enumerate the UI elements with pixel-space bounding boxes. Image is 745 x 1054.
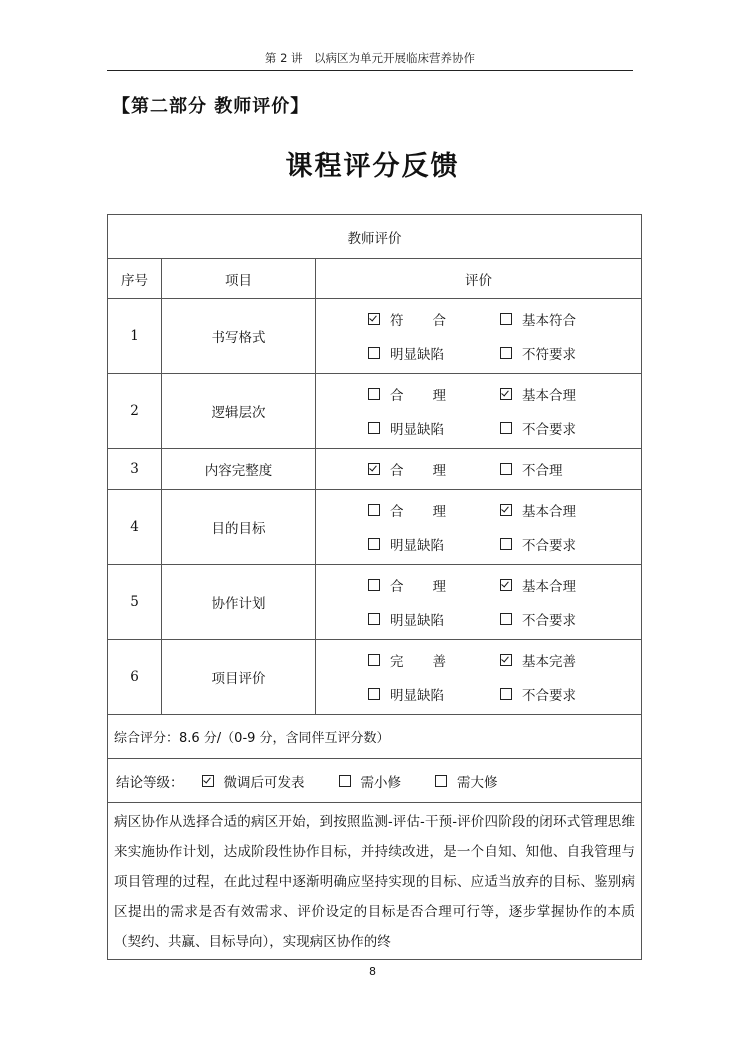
table-row [108,449,642,490]
row-number: 2 [108,374,162,449]
option-label: 不合要求 [522,688,576,704]
evaluation-option[interactable] [500,684,620,704]
conclusion-level [108,759,642,803]
row-item: 协作计划 [162,565,316,640]
option-label: 不合要求 [522,538,576,554]
checkbox-icon[interactable] [500,463,512,475]
option-label-part: 符 [390,313,404,329]
table-row [108,490,642,565]
evaluation-option[interactable] [368,343,500,363]
conclusion-option-label: 需大修 [457,774,498,791]
checkbox-icon[interactable] [368,613,380,625]
evaluation-option[interactable] [368,650,500,670]
page-title: 课程评分反馈 [285,151,460,182]
evaluation-option[interactable] [500,500,620,520]
option-label: 基本合理 [522,504,576,520]
row-evaluation [316,490,642,565]
table-row [108,299,642,374]
option-label-part: 理 [432,463,446,479]
row-evaluation [316,374,642,449]
row-number: 1 [108,299,162,374]
checked-checkbox-icon[interactable] [500,504,512,516]
option-label [390,500,446,520]
conclusion-option[interactable] [435,771,498,791]
checkbox-icon[interactable] [368,422,380,434]
option-label-part: 合 [432,313,446,329]
option-label-part: 完 [390,654,404,670]
option-label: 明显缺陷 [390,347,444,363]
table-caption: 教师评价 [108,215,642,259]
checked-checkbox-icon[interactable] [500,579,512,591]
page-number: 8 [369,965,376,978]
col-header-item: 项目 [162,259,316,299]
checkbox-icon[interactable] [500,538,512,550]
checked-checkbox-icon[interactable] [202,775,214,787]
checked-checkbox-icon[interactable] [500,654,512,666]
checkbox-icon[interactable] [500,613,512,625]
evaluation-options [316,650,641,704]
checked-checkbox-icon[interactable] [368,313,380,325]
option-label: 不合理 [522,463,563,479]
option-label [390,384,446,404]
option-label [390,459,446,479]
checked-checkbox-icon[interactable] [368,463,380,475]
evaluation-option[interactable] [500,534,620,554]
evaluation-option[interactable] [368,500,500,520]
row-evaluation [316,565,642,640]
checkbox-icon[interactable] [368,654,380,666]
option-label-part: 合 [390,388,404,404]
checkbox-icon[interactable] [500,313,512,325]
evaluation-options [316,309,641,363]
checkbox-icon[interactable] [368,388,380,400]
evaluation-option[interactable] [500,343,620,363]
row-evaluation [316,449,642,490]
evaluation-option[interactable] [368,384,500,404]
row-evaluation [316,299,642,374]
checked-checkbox-icon[interactable] [500,388,512,400]
option-label: 基本符合 [522,313,576,329]
option-label: 基本合理 [522,579,576,595]
evaluation-option[interactable] [368,459,500,479]
option-label-part: 善 [432,654,446,670]
checkbox-icon[interactable] [435,775,447,787]
checkbox-icon[interactable] [368,504,380,516]
option-label: 不符要求 [522,347,576,363]
option-label-part: 理 [432,579,446,595]
evaluation-option[interactable] [500,418,620,438]
checkbox-icon[interactable] [339,775,351,787]
row-item: 目的目标 [162,490,316,565]
table-row [108,374,642,449]
evaluation-option[interactable] [368,418,500,438]
evaluation-option[interactable] [500,650,620,670]
evaluation-option[interactable] [368,534,500,554]
checkbox-icon[interactable] [368,538,380,550]
evaluation-option[interactable] [500,384,620,404]
row-item: 书写格式 [162,299,316,374]
option-label: 明显缺陷 [390,538,444,554]
header-rule [107,70,633,71]
row-number: 6 [108,640,162,715]
evaluation-option[interactable] [368,609,500,629]
evaluation-option[interactable] [500,309,620,329]
teacher-comment: 病区协作从选择合适的病区开始，到按照监测-评估-干预-评价四阶段的闭环式管理思维来实施协作计划，达成阶段性协作目标，并持续改进，是一个自知、知他、自我管理与项目管理的过程，在此过程中逐渐明确应坚持实现的目标、应适当放弃的目标、鉴别病区提出的需求是否有效需求、评价设定的目标是否合理可行等，逐步掌握协作的本质（契约、共赢、目标导向），实现病区协作的终 [108,803,642,960]
conclusion-option[interactable] [339,771,402,791]
row-evaluation [316,640,642,715]
conclusion-option[interactable] [202,771,305,791]
section-title: 【第二部分 教师评价】 [112,96,310,117]
col-header-eval: 评价 [316,259,642,299]
row-number: 3 [108,449,162,490]
evaluation-option[interactable] [368,575,500,595]
overall-score: 综合评分：8.6 分/（0-9 分，含同伴互评分数） [108,715,642,759]
table-row [108,565,642,640]
col-header-no: 序号 [108,259,162,299]
evaluation-option[interactable] [500,609,620,629]
checkbox-icon[interactable] [500,422,512,434]
evaluation-options [316,575,641,629]
row-item: 逻辑层次 [162,374,316,449]
running-header: 第 2 讲 以病区为单元开展临床营养协作 [264,51,476,65]
option-label-part: 合 [390,463,404,479]
checkbox-icon[interactable] [500,688,512,700]
option-label-part: 理 [432,388,446,404]
option-label: 明显缺陷 [390,688,444,704]
option-label [390,575,446,595]
row-number: 5 [108,565,162,640]
row-item: 内容完整度 [162,449,316,490]
conclusion-option-label: 需小修 [360,774,401,791]
option-label-part: 合 [390,504,404,520]
option-label [390,309,446,329]
conclusion-label: 结论等级： [116,774,184,791]
evaluation-options [316,384,641,438]
evaluation-options [316,500,641,554]
option-label: 不合要求 [522,422,576,438]
evaluation-option[interactable] [500,575,620,595]
checkbox-icon[interactable] [368,579,380,591]
option-label: 明显缺陷 [390,613,444,629]
row-item: 项目评价 [162,640,316,715]
checkbox-icon[interactable] [500,347,512,359]
conclusion-option-label: 微调后可发表 [223,774,305,791]
table-row [108,640,642,715]
option-label: 明显缺陷 [390,422,444,438]
evaluation-option[interactable] [368,309,500,329]
option-label: 基本完善 [522,654,576,670]
option-label-part: 合 [390,579,404,595]
teacher-evaluation-table [107,214,642,960]
option-label: 不合要求 [522,613,576,629]
evaluation-options [316,459,641,479]
option-label [390,650,446,670]
checkbox-icon[interactable] [368,347,380,359]
option-label: 基本合理 [522,388,576,404]
evaluation-option[interactable] [500,459,620,479]
option-label-part: 理 [432,504,446,520]
row-number: 4 [108,490,162,565]
evaluation-option[interactable] [368,684,500,704]
checkbox-icon[interactable] [368,688,380,700]
